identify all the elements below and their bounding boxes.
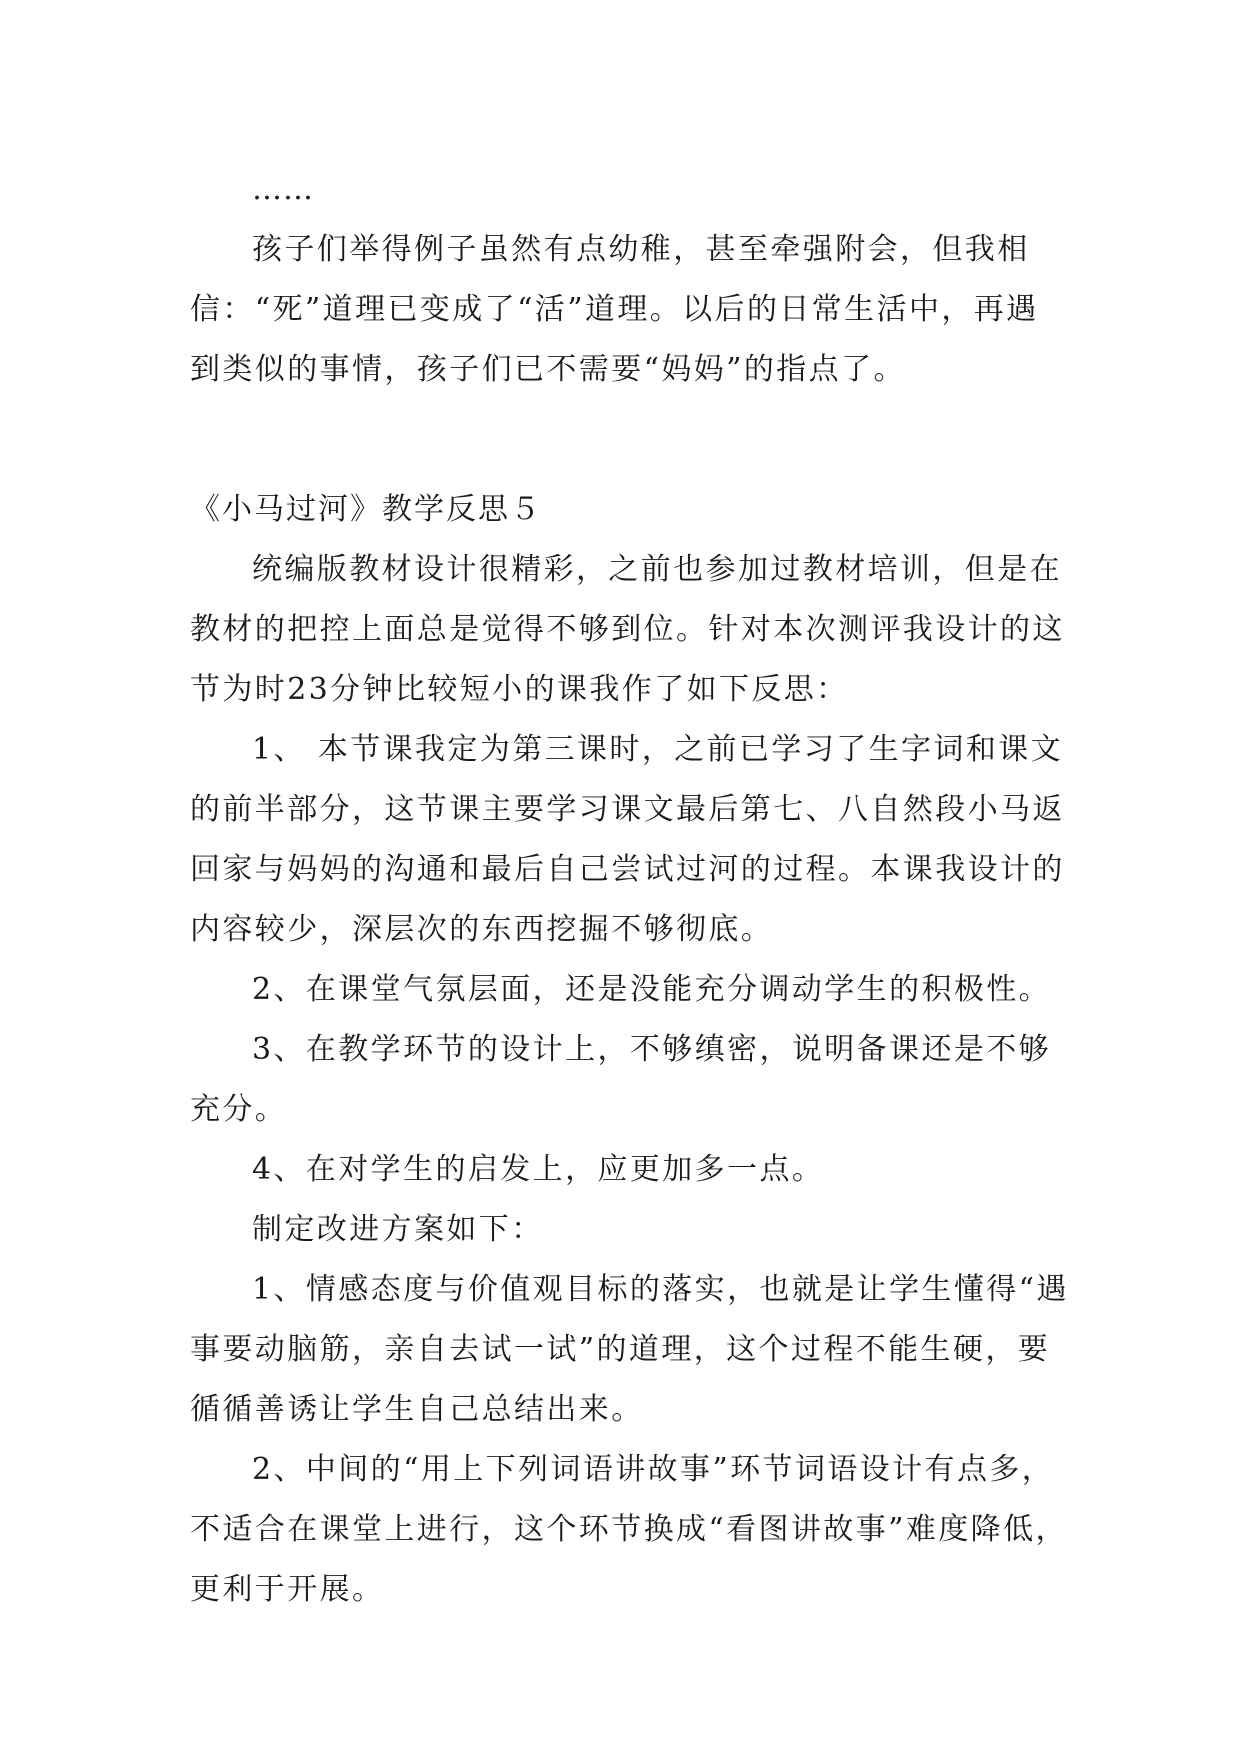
paragraph-5: 4、在对学生的启发上，应更加多一点。 (252, 1152, 825, 1187)
paragraph-1: 统编版教材设计很精彩，之前也参加过教材培训，但是在教材的把控上面总是觉得不够到位。针对本次测评我设计的这节为时23分钟比较短小的课我作了如下反思： (190, 552, 1065, 707)
ellipsis-text: …… (252, 172, 314, 207)
section-spacer (190, 400, 1070, 480)
paragraph-8: 2、中间的“用上下列词语讲故事”环节词语设计有点多，不适合在课堂上进行，这个环节换成“看图讲故事”难度降低，更利于开展。 (190, 1452, 1068, 1607)
paragraph-7: 1、情感态度与价值观目标的落实，也就是让学生懂得“遇事要动脑筋，亲自去试一试”的道理，这个过程不能生硬，要循循善诱让学生自己总结出来。 (190, 1272, 1069, 1427)
paragraph-2: 1、 本节课我定为第三课时，之前已学习了生字词和课文的前半部分，这节课主要学习课文最后第七、八自然段小马返回家与妈妈的沟通和最后自己尝试过河的过程。本课我设计的内容较少，深层次的东西挖掘不够彻底。 (190, 732, 1065, 947)
paragraph-4: 3、在教学环节的设计上，不够缜密，说明备课还是不够充分。 (190, 1032, 1052, 1127)
paragraph-3: 2、在课堂气氛层面，还是没能充分调动学生的积极性。 (252, 972, 1052, 1007)
intro-paragraph: 孩子们举得例子虽然有点幼稚，甚至牵强附会，但我相信：“死”道理已变成了“活”道理。以后的日常生活中，再遇到类似的事情，孩子们已不需要“妈妈”的指点了。 (190, 232, 1039, 387)
paragraph-6: 制定改进方案如下： (252, 1212, 544, 1247)
section-title: 《小马过河》教学反思５ (190, 492, 542, 527)
document-body (190, 160, 1070, 1620)
